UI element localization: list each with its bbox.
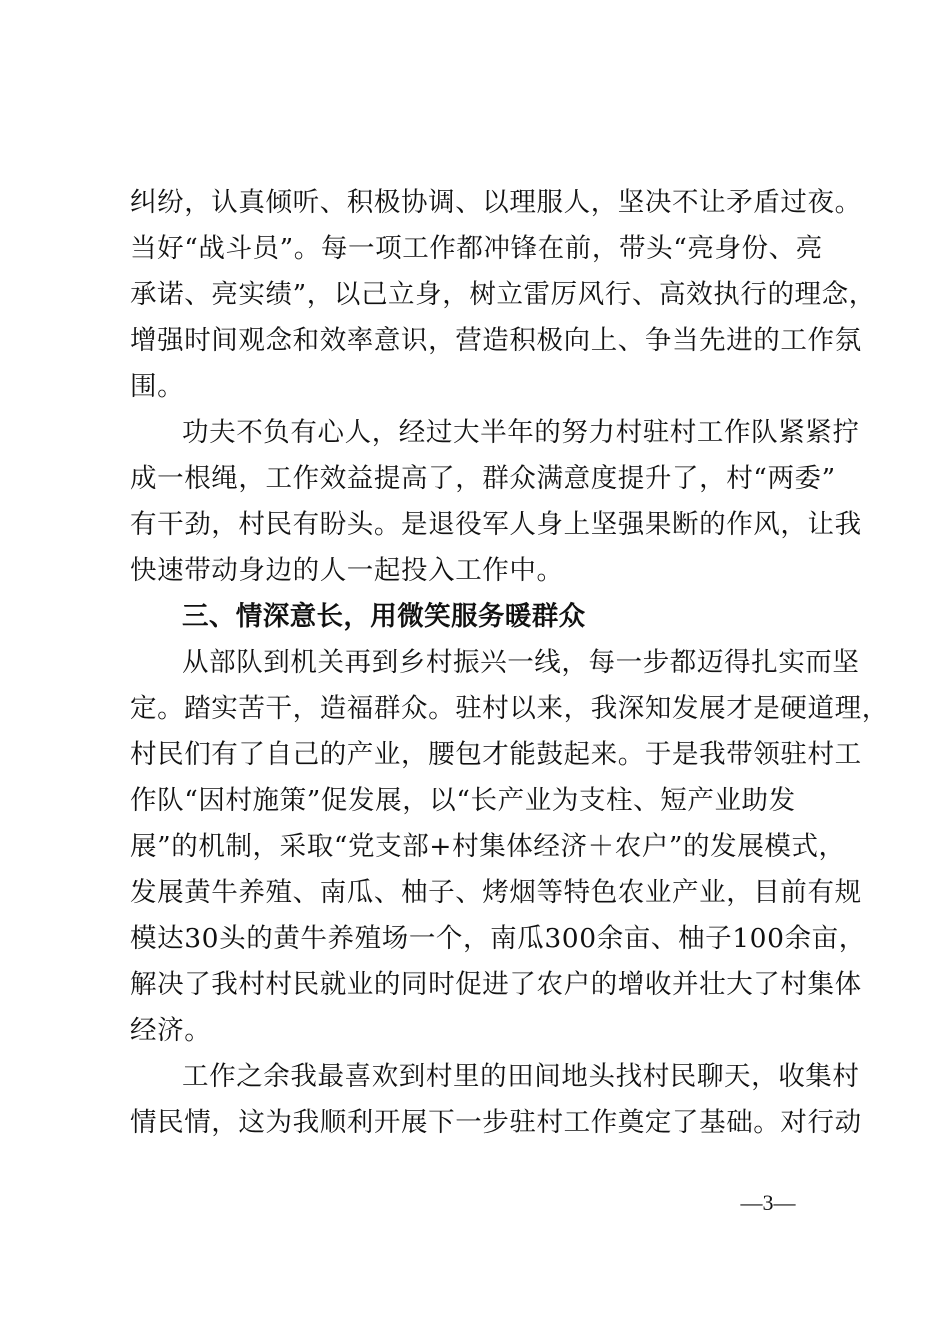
paragraph-line: 成一根绳，工作效益提高了，群众满意度提升了，村“两委” <box>130 463 836 494</box>
paragraph-line: 发展黄牛养殖、南瓜、柚子、烤烟等特色农业产业，目前有规 <box>130 877 862 908</box>
paragraph-line: 承诺、亮实绩”，以己立身，树立雷厉风行、高效执行的理念， <box>130 279 876 310</box>
paragraph-line: 当好“战斗员”。每一项工作都冲锋在前，带头“亮身份、亮 <box>130 233 823 264</box>
paragraph-line: 快速带动身边的人一起投入工作中。 <box>130 555 564 586</box>
paragraph-line: 纠纷，认真倾听、积极协调、以理服人，坚决不让矛盾过夜。 <box>130 187 862 218</box>
page-number: —3— <box>740 1190 796 1215</box>
paragraph-line: 展”的机制，采取“党支部+村集体经济＋农户”的发展模式， <box>130 831 846 862</box>
paragraph-line: 有干劲，村民有盼头。是退役军人身上坚强果断的作风，让我 <box>130 509 862 540</box>
paragraph-line: 从部队到机关再到乡村振兴一线，每一步都迈得扎实而坚 <box>182 647 860 678</box>
paragraph-line: 围。 <box>130 371 185 402</box>
paragraph-line: 村民们有了自己的产业，腰包才能鼓起来。于是我带领驻村工 <box>130 739 862 770</box>
paragraph-line: 作队“因村施策”促发展，以“长产业为支柱、短产业助发 <box>130 785 796 816</box>
paragraph-line: 工作之余我最喜欢到村里的田间地头找村民聊天，收集村 <box>182 1061 860 1092</box>
paragraph-line: 经济。 <box>130 1015 212 1046</box>
paragraph-line: 定。踏实苦干，造福群众。驻村以来，我深知发展才是硬道理， <box>130 693 889 724</box>
section-heading: 三、情深意长，用微笑服务暖群众 <box>182 601 586 632</box>
paragraph-line: 解决了我村村民就业的同时促进了农户的增收并壮大了村集体 <box>130 969 862 1000</box>
paragraph-line: 模达30头的黄牛养殖场一个，南瓜300余亩、柚子100余亩， <box>130 923 866 954</box>
paragraph-line: 增强时间观念和效率意识，营造积极向上、争当先进的工作氛 <box>130 325 862 356</box>
paragraph-line: 功夫不负有心人，经过大半年的努力村驻村工作队紧紧拧 <box>182 417 860 448</box>
paragraph-line: 情民情，这为我顺利开展下一步驻村工作奠定了基础。对行动 <box>130 1107 862 1138</box>
